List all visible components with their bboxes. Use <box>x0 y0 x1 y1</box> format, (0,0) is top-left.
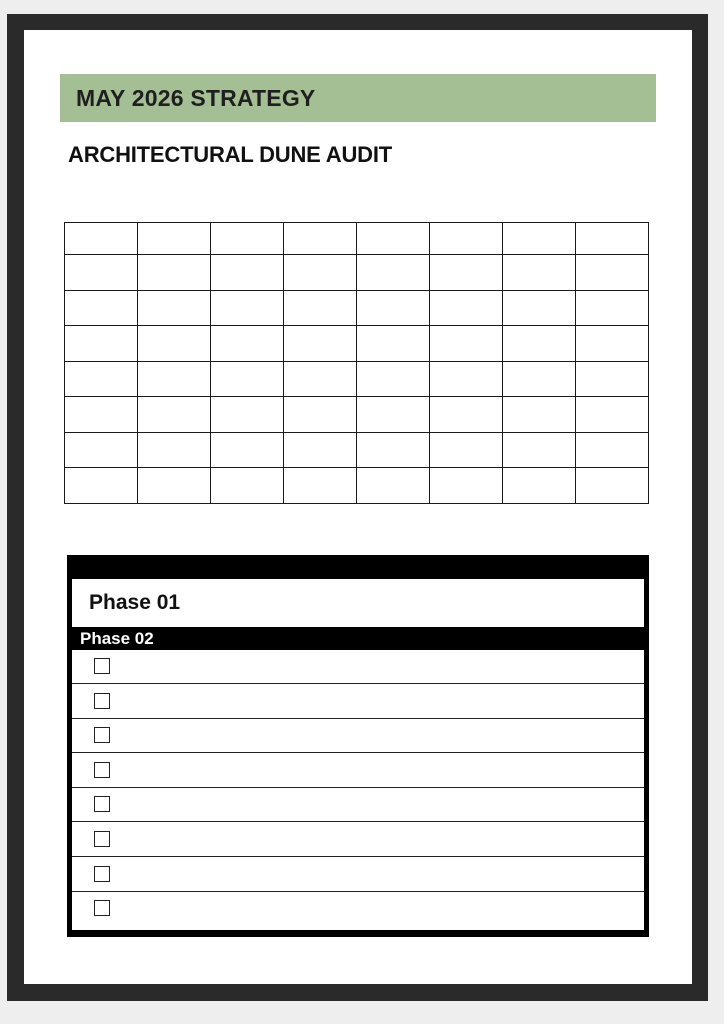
task-row <box>72 685 644 719</box>
grid-cell[interactable] <box>65 361 138 397</box>
grid-cell[interactable] <box>576 290 649 326</box>
grid-cell[interactable] <box>430 432 503 468</box>
grid-cell[interactable] <box>211 290 284 326</box>
grid-cell[interactable] <box>138 432 211 468</box>
grid-cell[interactable] <box>503 290 576 326</box>
task-checkbox[interactable] <box>94 900 110 916</box>
grid-cell[interactable] <box>430 290 503 326</box>
grid-cell[interactable] <box>211 397 284 433</box>
grid-cell[interactable] <box>357 223 430 255</box>
grid-cell[interactable] <box>284 397 357 433</box>
task-checkbox[interactable] <box>94 727 110 743</box>
grid-row <box>65 255 649 291</box>
phase-01-header <box>72 579 644 627</box>
task-checkbox[interactable] <box>94 866 110 882</box>
grid-row <box>65 326 649 362</box>
grid-cell[interactable] <box>211 255 284 291</box>
audit-grid <box>64 222 649 504</box>
grid-cell[interactable] <box>430 255 503 291</box>
grid-row <box>65 290 649 326</box>
grid-cell[interactable] <box>284 290 357 326</box>
grid-cell[interactable] <box>284 361 357 397</box>
grid-cell[interactable] <box>430 223 503 255</box>
grid-cell[interactable] <box>65 432 138 468</box>
grid-cell[interactable] <box>284 255 357 291</box>
grid-cell[interactable] <box>576 432 649 468</box>
grid-cell[interactable] <box>503 468 576 504</box>
task-row <box>72 788 644 822</box>
task-row <box>72 650 644 684</box>
task-checkbox[interactable] <box>94 762 110 778</box>
month-banner <box>60 74 656 122</box>
grid-cell[interactable] <box>284 326 357 362</box>
grid-cell[interactable] <box>357 255 430 291</box>
grid-cell[interactable] <box>138 223 211 255</box>
grid-row <box>65 468 649 504</box>
grid-cell[interactable] <box>357 397 430 433</box>
task-row <box>72 892 644 926</box>
grid-cell[interactable] <box>211 326 284 362</box>
grid-cell[interactable] <box>576 223 649 255</box>
page-title: ARCHITECTURAL DUNE AUDIT <box>68 142 392 167</box>
grid-cell[interactable] <box>503 326 576 362</box>
task-checkbox[interactable] <box>94 658 110 674</box>
task-list <box>72 650 644 930</box>
grid-cell[interactable] <box>138 326 211 362</box>
grid-cell[interactable] <box>138 290 211 326</box>
grid-cell[interactable] <box>430 468 503 504</box>
grid-cell[interactable] <box>284 223 357 255</box>
grid-cell[interactable] <box>65 397 138 433</box>
grid-cell[interactable] <box>357 468 430 504</box>
grid-cell[interactable] <box>357 361 430 397</box>
grid-cell[interactable] <box>503 255 576 291</box>
phase-box <box>67 555 649 937</box>
grid-cell[interactable] <box>138 361 211 397</box>
grid-cell[interactable] <box>65 223 138 255</box>
grid-cell[interactable] <box>357 326 430 362</box>
task-row <box>72 754 644 788</box>
grid-cell[interactable] <box>65 290 138 326</box>
grid-cell[interactable] <box>211 432 284 468</box>
grid-cell[interactable] <box>357 432 430 468</box>
grid-row <box>65 223 649 255</box>
grid-cell[interactable] <box>576 255 649 291</box>
grid-cell[interactable] <box>138 468 211 504</box>
grid-cell[interactable] <box>65 468 138 504</box>
grid-cell[interactable] <box>430 326 503 362</box>
grid-cell[interactable] <box>503 223 576 255</box>
grid-cell[interactable] <box>211 361 284 397</box>
phase-02-label: Phase 02 <box>80 629 154 648</box>
grid-cell[interactable] <box>284 468 357 504</box>
grid-cell[interactable] <box>65 255 138 291</box>
grid-cell[interactable] <box>576 326 649 362</box>
grid-cell[interactable] <box>430 361 503 397</box>
task-checkbox[interactable] <box>94 693 110 709</box>
grid-cell[interactable] <box>503 432 576 468</box>
grid-cell[interactable] <box>211 223 284 255</box>
grid-cell[interactable] <box>430 397 503 433</box>
grid-row <box>65 361 649 397</box>
task-checkbox[interactable] <box>94 796 110 812</box>
grid-cell[interactable] <box>576 397 649 433</box>
grid-cell[interactable] <box>357 290 430 326</box>
task-row <box>72 719 644 753</box>
grid-cell[interactable] <box>284 432 357 468</box>
grid-cell[interactable] <box>65 326 138 362</box>
phase-01-label: Phase 01 <box>89 591 181 614</box>
grid-row <box>65 397 649 433</box>
task-row <box>72 823 644 857</box>
grid-row <box>65 432 649 468</box>
task-checkbox[interactable] <box>94 831 110 847</box>
task-row <box>72 858 644 892</box>
grid-cell[interactable] <box>503 361 576 397</box>
document-page <box>24 30 692 984</box>
grid-cell[interactable] <box>576 468 649 504</box>
grid-cell[interactable] <box>138 397 211 433</box>
grid-cell[interactable] <box>138 255 211 291</box>
grid-cell[interactable] <box>503 397 576 433</box>
grid-cell[interactable] <box>576 361 649 397</box>
banner-title: MAY 2026 STRATEGY <box>76 84 316 111</box>
grid-cell[interactable] <box>211 468 284 504</box>
